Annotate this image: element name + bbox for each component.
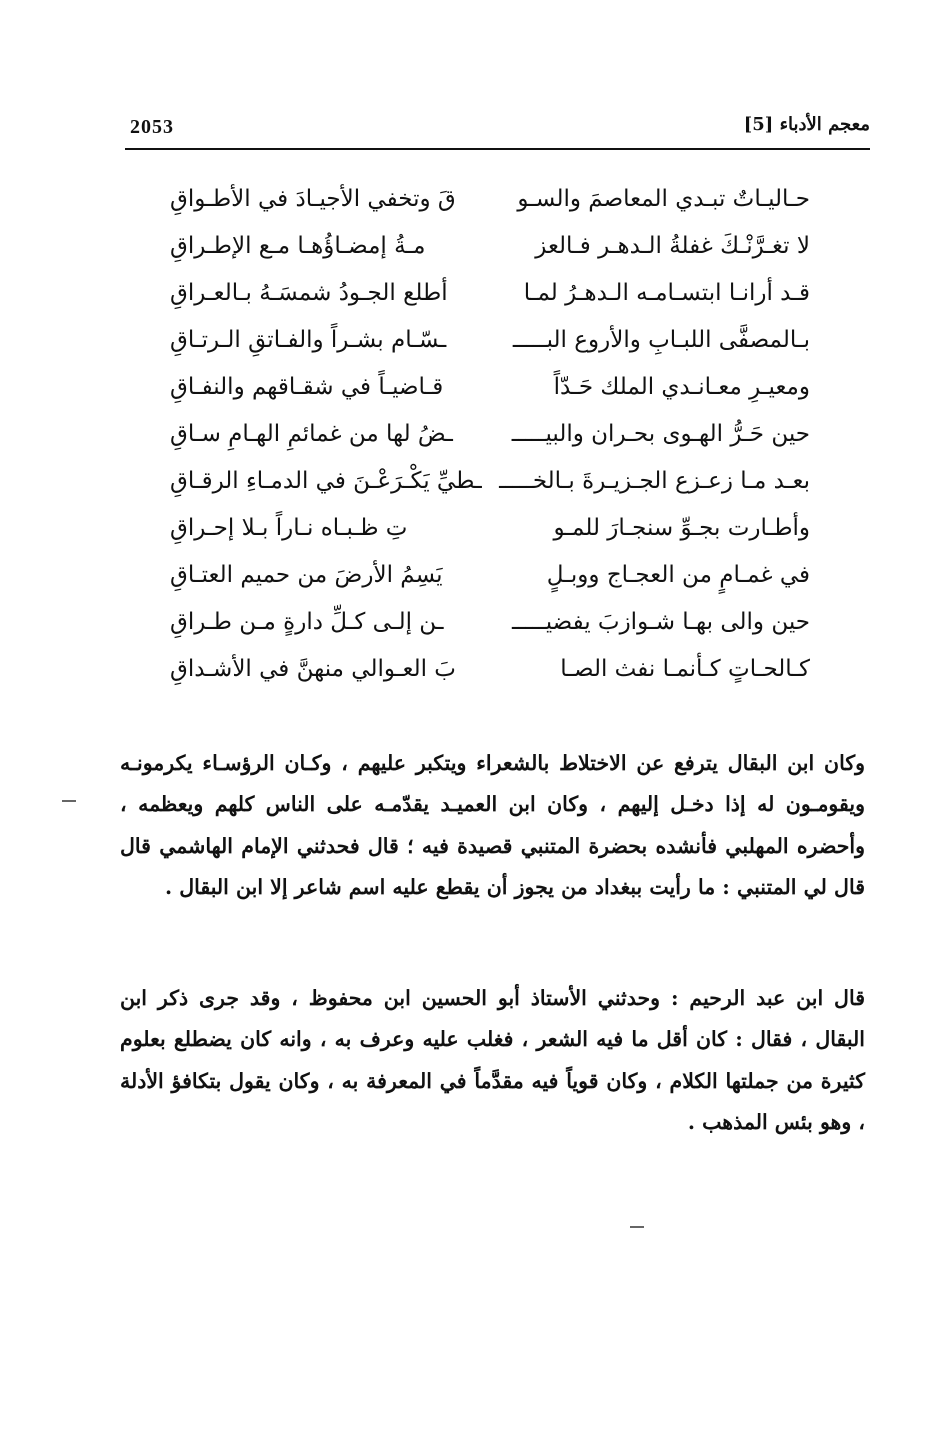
poem-verse xyxy=(170,366,810,413)
verse-second-hemistich: أطلع الجـودُ شمسَـهُ بـالعـراقِ xyxy=(170,280,448,306)
paragraph: قال ابن عبد الرحيم : وحدثني الأستاذ أبو الحسين ابن محفوظ ، وقد جرى ذكر ابن البقال ، فقال : كان أقل ما فيه الشعر ، فغلب عليه وعرف به ، وانه كان يضطلع بعلوم كثيرة من جملتها الكلام ، وكان قوياً فيه مقدَّماً في المعرفة به ، وكان يقول بتكافؤ الأدلة ، وهو بئس المذهب . xyxy=(120,985,865,1134)
verse-first-hemistich: لا تغـرَّنْـكَ غفلةُ الـدهـر فـالعز xyxy=(535,233,810,259)
verse-first-hemistich: ومعيـرِ معـانـدي الملك حَـدّاً xyxy=(553,374,810,400)
poem-verse xyxy=(170,460,810,507)
scan-artifact xyxy=(62,800,76,802)
scan-artifact xyxy=(630,1226,644,1228)
verse-second-hemistich: تِ ظـبـاه نـاراً بـلا إحـراقِ xyxy=(170,515,408,541)
poem-verse xyxy=(170,413,810,460)
verse-first-hemistich: وأطـارت بجـوِّ سنجـارَ للمـو xyxy=(553,515,810,541)
page-header xyxy=(125,112,870,146)
verse-first-hemistich: حين والى بهـا شـوازبَ يفضيـــــ xyxy=(512,609,810,635)
page-number: 2053 xyxy=(130,116,174,138)
poem-verse xyxy=(170,178,810,225)
verse-first-hemistich: بعـد مـا زعـزع الجـزيـرةَ بـالخـــــ xyxy=(499,468,810,494)
verse-first-hemistich: حين حَـرُّ الهـوى بحـران والبيـــــ xyxy=(511,421,810,447)
verse-second-hemistich: قـاضيـاً في شقـاقهم والنفـاقِ xyxy=(170,374,444,400)
poem-verse xyxy=(170,648,810,695)
verse-second-hemistich: ـضُ لها من غمائمِ الهـامِ سـاقِ xyxy=(170,421,453,447)
verse-first-hemistich: في غمـامٍ من العجـاج ووبـلٍ xyxy=(546,562,810,588)
verse-first-hemistich: بـالمصفَّى اللبـابِ والأروع البـــــ xyxy=(512,327,810,353)
verse-second-hemistich: يَسِمُ الأرضَ من حميم العتـاقِ xyxy=(170,562,443,588)
header-rule xyxy=(125,148,870,150)
verse-second-hemistich: مـةُ إمضـاؤُهـا مـع الإطـراقِ xyxy=(170,233,426,259)
poem-verse xyxy=(170,272,810,319)
running-title: معجم الأدباء [5] xyxy=(743,114,870,135)
verse-second-hemistich: ـطيِّ يَكْـرَعْـنَ في الدمـاءِ الرقـاقِ xyxy=(170,468,482,494)
paragraph: وكان ابن البقال يترفع عن الاختلاط بالشعراء ويتكبر عليهم ، وكـان الرؤسـاء يكرمونـه ويقومـون له إذا دخـل إليهم ، وكان ابن العميـد يقدّمـه على الناس كلهم ويعظمه ، وأحضره المهلبي فأنشده بحضرة المتنبي قصيدة فيه ؛ قال فحدثني الإمام الهاشمي قال قال لي المتنبي : ما رأيت ببغداد من يجوز أن يقطع عليه اسم شاعر إلا ابن البقال . xyxy=(120,750,865,899)
verse-first-hemistich: حـاليـاتٌ تبـدي المعاصمَ والسـو xyxy=(517,186,810,212)
poem-verse xyxy=(170,319,810,366)
poem-verse xyxy=(170,225,810,272)
poem-verse xyxy=(170,507,810,554)
poem xyxy=(170,178,810,695)
verse-second-hemistich: ـسّـام بشـراً والفـاتقِ الـرتـاقِ xyxy=(170,327,447,353)
verse-first-hemistich: قـد أرانـا ابتسـامـه الـدهـرُ لمـا xyxy=(523,280,810,306)
poem-verse xyxy=(170,554,810,601)
poem-verse xyxy=(170,601,810,648)
verse-second-hemistich: ـن إلـى كـلِّ دارةٍ مـن طـراقِ xyxy=(170,609,444,635)
verse-second-hemistich: قَ وتخفي الأجيـادَ في الأطـواقِ xyxy=(170,186,456,212)
verse-second-hemistich: بَ العـوالي منهنَّ في الأشـداقِ xyxy=(170,656,456,682)
verse-first-hemistich: كـالحـاتٍ كـأنمـا نفث الصـا xyxy=(560,656,810,682)
